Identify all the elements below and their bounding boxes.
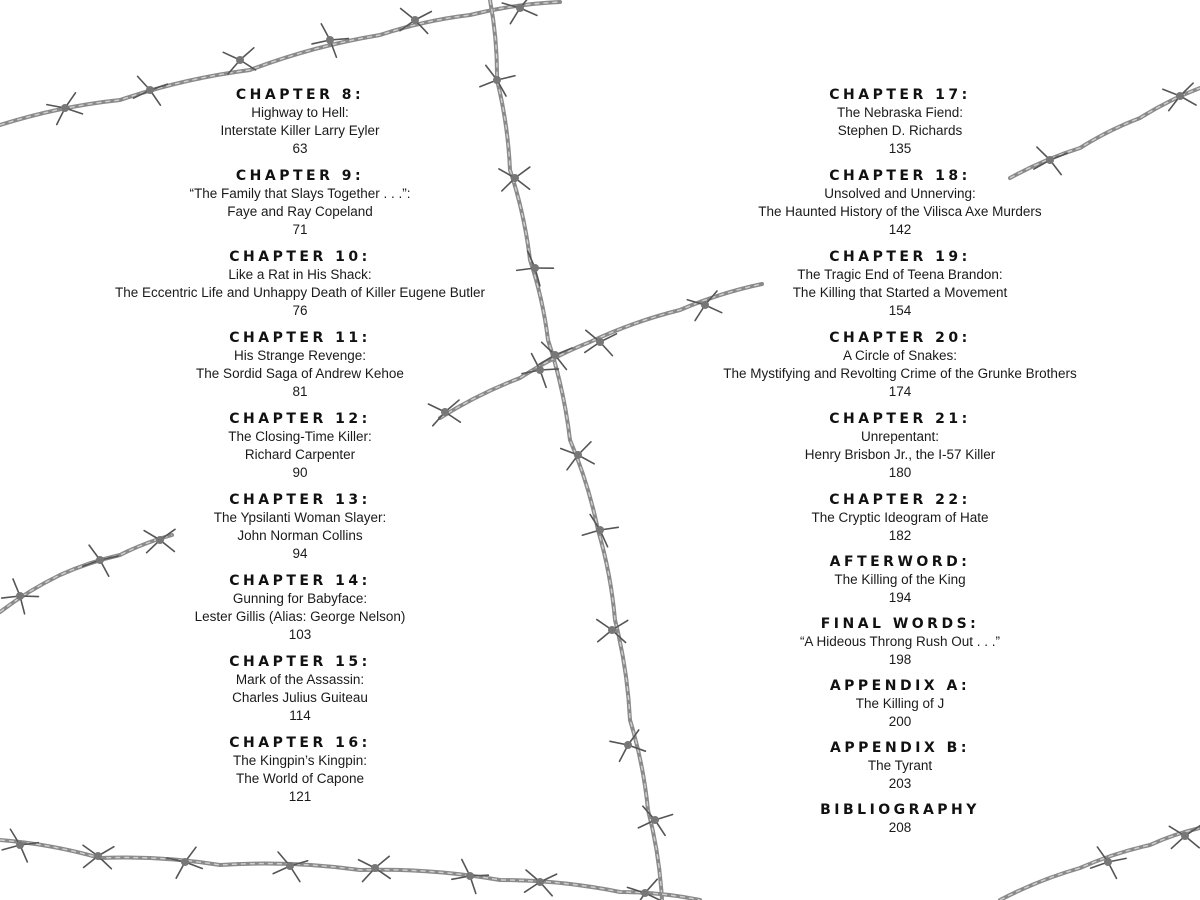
entry-title: Unsolved and Unnerving: <box>824 186 976 201</box>
entry-page-number: 180 <box>888 465 912 480</box>
entry-title: Mark of the Assassin: <box>235 672 365 687</box>
toc-entry <box>640 615 1160 669</box>
entry-heading: CHAPTER 9: <box>235 168 365 184</box>
entry-subtitle: Stephen D. Richards <box>837 123 963 138</box>
entry-heading: CHAPTER 8: <box>235 87 365 103</box>
entry-page-number: 114 <box>289 708 311 723</box>
toc-left-column <box>40 86 560 806</box>
entry-subtitle: The Killing that Started a Movement <box>792 285 1008 300</box>
entry-subtitle: Interstate Killer Larry Eyler <box>220 123 380 138</box>
entry-page-number: 142 <box>888 222 912 237</box>
entry-page-number: 203 <box>888 776 912 791</box>
entry-heading: CHAPTER 21: <box>829 411 971 427</box>
entry-heading: CHAPTER 10: <box>229 249 371 265</box>
entry-title: Like a Rat in His Shack: <box>228 267 372 282</box>
entry-page-number: 121 <box>288 789 312 804</box>
toc-entry <box>40 167 560 239</box>
entry-heading: CHAPTER 17: <box>829 87 971 103</box>
entry-title: His Strange Revenge: <box>233 348 367 363</box>
entry-heading: CHAPTER 22: <box>829 492 971 508</box>
entry-page-number: 135 <box>888 141 912 156</box>
toc-entry <box>640 801 1160 837</box>
entry-title: The Kingpin’s Kingpin: <box>232 753 368 768</box>
entry-page-number: 63 <box>292 141 308 156</box>
entry-heading: CHAPTER 14: <box>229 573 371 589</box>
toc-entry <box>640 553 1160 607</box>
wire-barb <box>1163 83 1196 111</box>
entry-title: Unrepentant: <box>860 429 940 444</box>
entry-page-number: 94 <box>292 546 308 561</box>
entry-title: The Tyrant <box>867 758 933 773</box>
toc-entry <box>640 491 1160 545</box>
entry-subtitle: John Norman Collins <box>237 528 363 543</box>
entry-subtitle: Lester Gillis (Alias: George Nelson) <box>194 609 406 624</box>
entry-page-number: 154 <box>888 303 912 318</box>
entry-title: The Ypsilanti Woman Slayer: <box>213 510 387 525</box>
entry-page-number: 76 <box>292 303 308 318</box>
entry-heading: CHAPTER 20: <box>829 330 971 346</box>
entry-heading: CHAPTER 15: <box>229 654 371 670</box>
entry-title: The Killing of J <box>855 696 945 711</box>
entry-title: The Cryptic Ideogram of Hate <box>811 510 989 525</box>
entry-title: The Nebraska Fiend: <box>836 105 964 120</box>
entry-subtitle: The Eccentric Life and Unhappy Death of Killer Eugene Butler <box>115 285 485 300</box>
entry-title: A Circle of Snakes: <box>842 348 958 363</box>
entry-page-number: 71 <box>292 222 308 237</box>
wire-barb <box>627 879 661 900</box>
toc-entry <box>640 739 1160 793</box>
entry-title: “A Hideous Throng Rush Out . . .” <box>799 634 1001 649</box>
entry-subtitle: The Haunted History of the Vilisca Axe Murders <box>758 204 1042 219</box>
wire-barb <box>273 852 307 882</box>
entry-heading: APPENDIX B: <box>830 740 970 756</box>
entry-heading: CHAPTER 12: <box>229 411 371 427</box>
entry-heading: AFTERWORD: <box>829 554 971 570</box>
entry-page-number: 174 <box>888 384 912 399</box>
entry-title: “The Family that Slays Together . . .”: <box>189 186 411 201</box>
entry-page-number: 194 <box>888 590 912 605</box>
entry-page-number: 200 <box>888 714 912 729</box>
toc-entry <box>640 86 1160 158</box>
entry-title: The Killing of the King <box>834 572 966 587</box>
entry-title: The Closing-Time Killer: <box>228 429 372 444</box>
entry-subtitle: Faye and Ray Copeland <box>227 204 373 219</box>
entry-page-number: 81 <box>292 384 308 399</box>
entry-heading: CHAPTER 18: <box>829 168 971 184</box>
toc-entry <box>640 677 1160 731</box>
entry-subtitle: The World of Capone <box>235 771 365 786</box>
entry-subtitle: The Sordid Saga of Andrew Kehoe <box>196 366 404 381</box>
entry-title: The Tragic End of Teena Brandon: <box>797 267 1003 282</box>
toc-entry <box>640 410 1160 482</box>
entry-title: Gunning for Babyface: <box>232 591 368 606</box>
toc-entry <box>40 86 560 158</box>
toc-right-column <box>640 86 1160 837</box>
toc-entry <box>40 734 560 806</box>
entry-subtitle: Henry Brisbon Jr., the I-57 Killer <box>804 447 996 462</box>
wire-barb <box>597 620 628 643</box>
entry-page-number: 208 <box>888 820 912 835</box>
toc-entry <box>40 653 560 725</box>
toc-entry <box>40 329 560 401</box>
entry-page-number: 198 <box>888 652 912 667</box>
entry-heading: CHAPTER 16: <box>229 735 371 751</box>
entry-title: Highway to Hell: <box>251 105 349 120</box>
entry-heading: CHAPTER 13: <box>229 492 371 508</box>
entry-page-number: 90 <box>292 465 308 480</box>
toc-entry <box>40 572 560 644</box>
entry-subtitle: Richard Carpenter <box>244 447 356 462</box>
toc-entry <box>40 491 560 563</box>
toc-entry <box>640 248 1160 320</box>
wire-barb <box>561 442 594 470</box>
entry-heading: BIBLIOGRAPHY <box>820 802 980 818</box>
entry-heading: CHAPTER 11: <box>229 330 371 346</box>
wire-strand <box>0 840 700 900</box>
entry-page-number: 182 <box>888 528 912 543</box>
entry-page-number: 103 <box>288 627 312 642</box>
entry-subtitle: The Mystifying and Revolting Crime of the Grunke Brothers <box>723 366 1077 381</box>
entry-heading: CHAPTER 19: <box>829 249 971 265</box>
toc-entry <box>40 410 560 482</box>
toc-entry <box>640 167 1160 239</box>
entry-heading: FINAL WORDS: <box>820 616 980 632</box>
toc-entry <box>640 329 1160 401</box>
toc-entry <box>40 248 560 320</box>
entry-heading: APPENDIX A: <box>829 678 971 694</box>
entry-subtitle: Charles Julius Guiteau <box>232 690 368 705</box>
